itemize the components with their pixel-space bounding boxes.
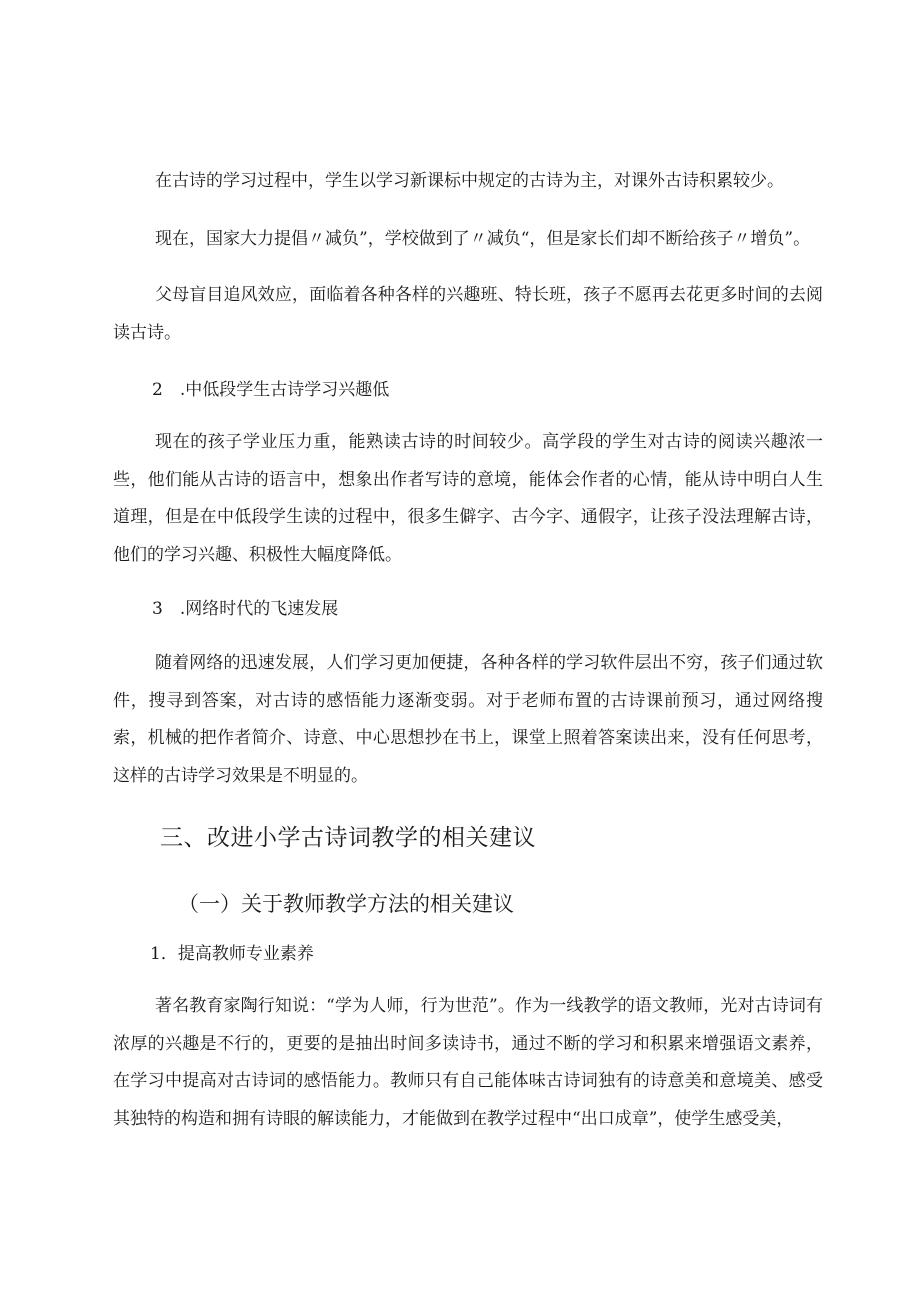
section-heading-suggestions: 三、改进小学古诗词教学的相关建议 <box>160 825 536 851</box>
paragraph-extracurricular: 在古诗的学习过程中，学生以学习新课标中规定的古诗为主，对课外古诗积累较少。 <box>155 171 784 191</box>
subheading-internet: 3 .网络时代的飞速发展 <box>152 599 339 619</box>
paragraph-pressure: 现在的孩子学业压力重，能熟读古诗的时间较少。高学段的学生对古诗的阅读兴趣浓一些，他们能从古诗的语言中，想象出作者写诗的意境，能体会作者的心情，能从诗中明白人生道理，但是在中低段学生读的过程中，很多生僻字、古今字、通假字，让孩子没法理解古诗，他们的学习兴趣、积极性大幅度降低。 <box>113 432 823 565</box>
subheading-low-interest: 2 .中低段学生古诗学习兴趣低 <box>152 380 390 400</box>
subheading-teacher-quality: 1．提高教师专业素养 <box>150 944 314 964</box>
paragraph-burden: 现在，国家大力提倡〃减负”，学校做到了〃减负“，但是家长们却不断给孩子〃增负”。 <box>155 229 811 249</box>
paragraph-parents: 父母盲目追风效应，面临着各种各样的兴趣班、特长班，孩子不愿再去花更多时间的去阅读古诗。 <box>113 285 823 343</box>
subsection-heading-teaching-methods: （一）关于教师教学方法的相关建议 <box>178 892 514 916</box>
paragraph-tao-xingzhi: 著名教育家陶行知说：“学为人师，行为世范”。作为一线教学的语文教师，光对古诗词有浓厚的兴趣是不行的，更要的是抽出时间多读诗书，通过不断的学习和积累来增强语文素养，在学习中提高对古诗词的感悟能力。教师只有自己能体味古诗词独有的诗意美和意境美、感受其独特的构造和拥有诗眼的解读能力，才能做到在教学过程中“出口成章”，使学生感受美， <box>113 996 823 1129</box>
paragraph-internet: 随着网络的迅速发展，人们学习更加便捷，各种各样的学习软件层出不穷，孩子们通过软件，搜寻到答案，对古诗的感悟能力逐渐变弱。对于老师布置的古诗课前预习，通过网络搜索，机械的把作者简介、诗意、中心思想抄在书上，课堂上照着答案读出来，没有任何思考，这样的古诗学习效果是不明显的。 <box>113 653 823 786</box>
